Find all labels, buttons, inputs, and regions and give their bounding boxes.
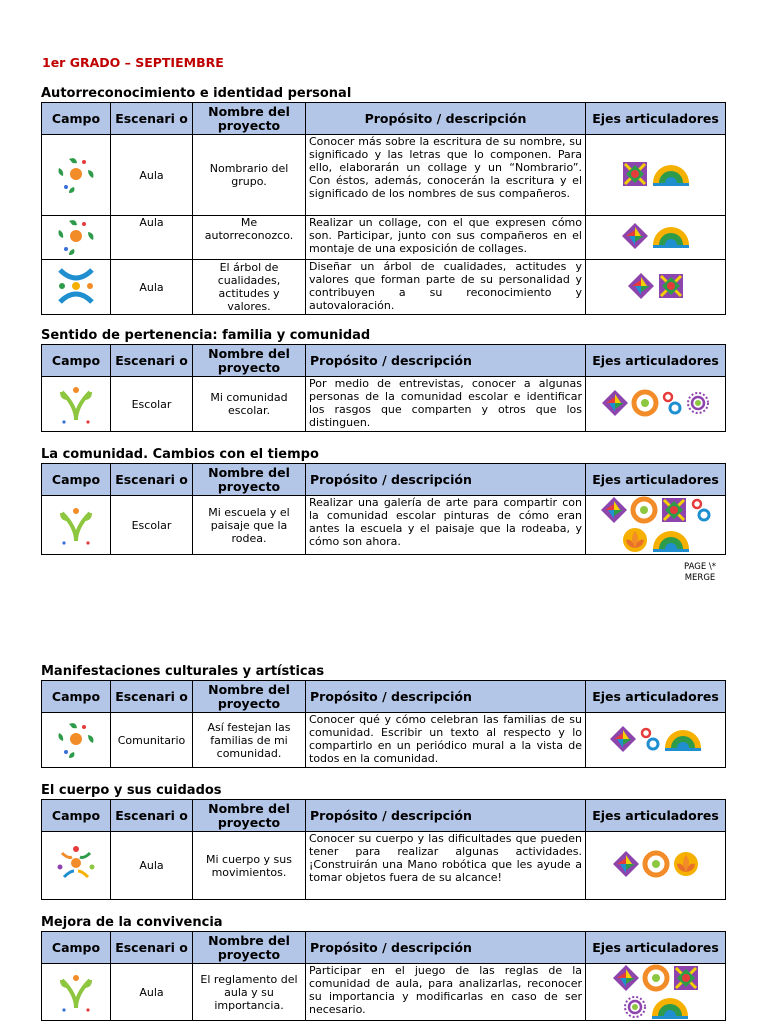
table-row — [42, 964, 726, 1021]
proposito-cell: Por medio de entrevistas, conocer a algunas personas de la comunidad escolar e identificar los rasgos que comparten y otros que los distinguen. — [306, 377, 586, 432]
header-ejes: Ejes articuladores — [586, 800, 726, 832]
dancing-people-icon — [54, 843, 98, 885]
table-row — [42, 832, 726, 900]
lotus-icon — [672, 850, 700, 878]
ejes-cell — [586, 713, 726, 768]
projects-table — [41, 102, 726, 315]
blue-x-person-icon — [54, 266, 98, 306]
section-title: El cuerpo y sus cuidados — [41, 783, 222, 798]
section-title: Mejora de la convivencia — [41, 915, 223, 930]
escenario-cell: Aula — [111, 964, 193, 1021]
section-title: La comunidad. Cambios con el tiempo — [41, 447, 319, 462]
projects-table — [41, 931, 726, 1021]
proposito-cell: Conocer más sobre la escritura de su nombre, su significado y las letras que lo componen. Para ello, elaborarán un collage y un “Nombrario”. Con éstos, además, conocerán la escritura y el significado de los nombres de sus compañeros. — [306, 135, 586, 216]
header-campo: Campo — [42, 103, 111, 135]
header-proposito: Propósito / descripción — [306, 681, 586, 713]
proposito-cell: Diseñar un árbol de cualidades, actitudes y valores que forman parte de su personalidad y contribuyen a su reconocimiento y autovaloración. — [306, 260, 586, 315]
x-square-icon — [657, 272, 685, 300]
header-ejes: Ejes articuladores — [586, 345, 726, 377]
orange-ring-icon — [631, 389, 659, 417]
diamond-pinwheel-icon — [600, 496, 628, 524]
half-sun-icon — [651, 161, 691, 187]
header-nombre: Nombre del proyecto — [193, 800, 306, 832]
escenario-cell: Comunitario — [111, 713, 193, 768]
section-convivencia — [41, 915, 725, 1021]
nombre-cell: El árbol de cualidades, actitudes y valores. — [193, 260, 306, 315]
campo-cell — [42, 832, 111, 900]
header-proposito: Propósito / descripción — [306, 932, 586, 964]
purple-sun-icon — [685, 390, 711, 416]
half-sun-icon — [651, 527, 691, 553]
blue-link-icon — [690, 497, 712, 523]
nombre-cell: Mi escuela y el paisaje que la rodea. — [193, 496, 306, 555]
half-sun-icon — [663, 726, 703, 752]
escenario-cell: Escolar — [111, 496, 193, 555]
proposito-cell: Participar en el juego de las reglas de la comunidad de aula, para analizarlas, reconocer su importancia y modificarlas en caso de ser necesario. — [306, 964, 586, 1021]
green-sprout-icon — [54, 503, 98, 545]
table-row — [42, 377, 726, 432]
header-campo: Campo — [42, 932, 111, 964]
proposito-cell: Realizar una galería de arte para compartir con la comunidad escolar pinturas de cómo eran antes la escuela y el paisaje que la rodeaba, y cómo son ahora. — [306, 496, 586, 555]
orange-dot-swirl-icon — [54, 719, 98, 759]
campo-cell — [42, 964, 111, 1021]
header-proposito: Propósito / descripción — [306, 800, 586, 832]
x-square-icon — [660, 496, 688, 524]
nombre-cell: Mi comunidad escolar. — [193, 377, 306, 432]
escenario-cell: Aula — [111, 832, 193, 900]
diamond-pinwheel-icon — [627, 272, 655, 300]
section-title: Manifestaciones culturales y artísticas — [41, 664, 325, 679]
nombre-cell: El reglamento del aula y su importancia. — [193, 964, 306, 1021]
orange-ring-icon — [642, 964, 670, 992]
half-sun-icon — [651, 223, 691, 249]
x-square-icon — [621, 160, 649, 188]
campo-cell — [42, 377, 111, 432]
section-cuerpo — [41, 783, 725, 900]
projects-table — [41, 799, 726, 900]
header-proposito: Propósito / descripción — [306, 345, 586, 377]
proposito-cell: Conocer su cuerpo y las dificultades que pueden tener para realizar algunas actividades. ¡Construirán una Mano robótica que les ayude a tomar objetos fuera de su alcance! — [306, 832, 586, 900]
header-proposito: Propósito / descripción — [306, 103, 586, 135]
escenario-cell: Aula — [111, 135, 193, 216]
header-escenario: Escenari o — [111, 932, 193, 964]
ejes-cell — [586, 135, 726, 216]
header-campo: Campo — [42, 681, 111, 713]
nombre-cell: Me autorreconozco. — [193, 216, 306, 260]
table-row — [42, 135, 726, 216]
header-escenario: Escenari o — [111, 800, 193, 832]
header-nombre: Nombre del proyecto — [193, 345, 306, 377]
section-comunidad-cambios — [41, 447, 725, 555]
header-nombre: Nombre del proyecto — [193, 681, 306, 713]
page-field-code: PAGE \* MERGE — [683, 562, 717, 583]
header-ejes: Ejes articuladores — [586, 103, 726, 135]
diamond-pinwheel-icon — [612, 964, 640, 992]
ejes-cell — [586, 832, 726, 900]
escenario-cell: Escolar — [111, 377, 193, 432]
document-title: 1er GRADO – SEPTIEMBRE — [42, 55, 224, 70]
half-sun-icon — [650, 994, 690, 1020]
nombre-cell: Así festejan las familias de mi comunidad. — [193, 713, 306, 768]
projects-table — [41, 463, 726, 555]
header-nombre: Nombre del proyecto — [193, 103, 306, 135]
orange-dot-swirl-icon — [54, 154, 98, 194]
table-row — [42, 216, 726, 260]
orange-ring-icon — [630, 496, 658, 524]
ejes-cell — [586, 377, 726, 432]
header-ejes: Ejes articuladores — [586, 464, 726, 496]
campo-cell — [42, 260, 111, 315]
campo-cell — [42, 216, 111, 260]
header-ejes: Ejes articuladores — [586, 932, 726, 964]
header-escenario: Escenari o — [111, 103, 193, 135]
table-row — [42, 496, 726, 555]
section-title: Sentido de pertenencia: familia y comunidad — [41, 328, 371, 343]
campo-cell — [42, 135, 111, 216]
header-campo: Campo — [42, 800, 111, 832]
green-sprout-icon — [54, 382, 98, 424]
table-row — [42, 713, 726, 768]
section-manifestaciones — [41, 664, 725, 768]
blue-link-icon — [639, 726, 661, 752]
purple-sun-icon — [622, 994, 648, 1020]
section-pertenencia — [41, 328, 725, 432]
header-escenario: Escenari o — [111, 345, 193, 377]
section-title: Autorreconocimiento e identidad personal — [41, 86, 352, 101]
diamond-pinwheel-icon — [612, 850, 640, 878]
lotus-icon — [621, 526, 649, 554]
header-campo: Campo — [42, 345, 111, 377]
header-nombre: Nombre del proyecto — [193, 464, 306, 496]
green-sprout-icon — [54, 970, 98, 1012]
escenario-cell: Aula — [111, 216, 193, 260]
header-ejes: Ejes articuladores — [586, 681, 726, 713]
ejes-cell — [586, 496, 726, 555]
diamond-pinwheel-icon — [621, 222, 649, 250]
header-nombre: Nombre del proyecto — [193, 932, 306, 964]
orange-dot-swirl-icon — [54, 216, 98, 256]
orange-ring-icon — [642, 850, 670, 878]
x-square-icon — [672, 964, 700, 992]
nombre-cell: Nombrario del grupo. — [193, 135, 306, 216]
table-row — [42, 260, 726, 315]
proposito-cell: Conocer qué y cómo celebran las familias de su comunidad. Escribir un texto al respecto y lo compartirlo en un periódico mural a la vista de todos en la comunidad. — [306, 713, 586, 768]
ejes-cell — [586, 216, 726, 260]
blue-link-icon — [661, 390, 683, 416]
header-escenario: Escenari o — [111, 464, 193, 496]
header-proposito: Propósito / descripción — [306, 464, 586, 496]
campo-cell — [42, 496, 111, 555]
diamond-pinwheel-icon — [609, 725, 637, 753]
ejes-cell — [586, 260, 726, 315]
escenario-cell: Aula — [111, 260, 193, 315]
proposito-cell: Realizar un collage, con el que expresen cómo son. Participar, junto con sus compañeros en el montaje de una exposición de collages. — [306, 216, 586, 260]
nombre-cell: Mi cuerpo y sus movimientos. — [193, 832, 306, 900]
campo-cell — [42, 713, 111, 768]
ejes-cell — [586, 964, 726, 1021]
header-escenario: Escenari o — [111, 681, 193, 713]
projects-table — [41, 344, 726, 432]
section-autorreconocimiento — [41, 86, 725, 315]
diamond-pinwheel-icon — [601, 389, 629, 417]
header-campo: Campo — [42, 464, 111, 496]
projects-table — [41, 680, 726, 768]
